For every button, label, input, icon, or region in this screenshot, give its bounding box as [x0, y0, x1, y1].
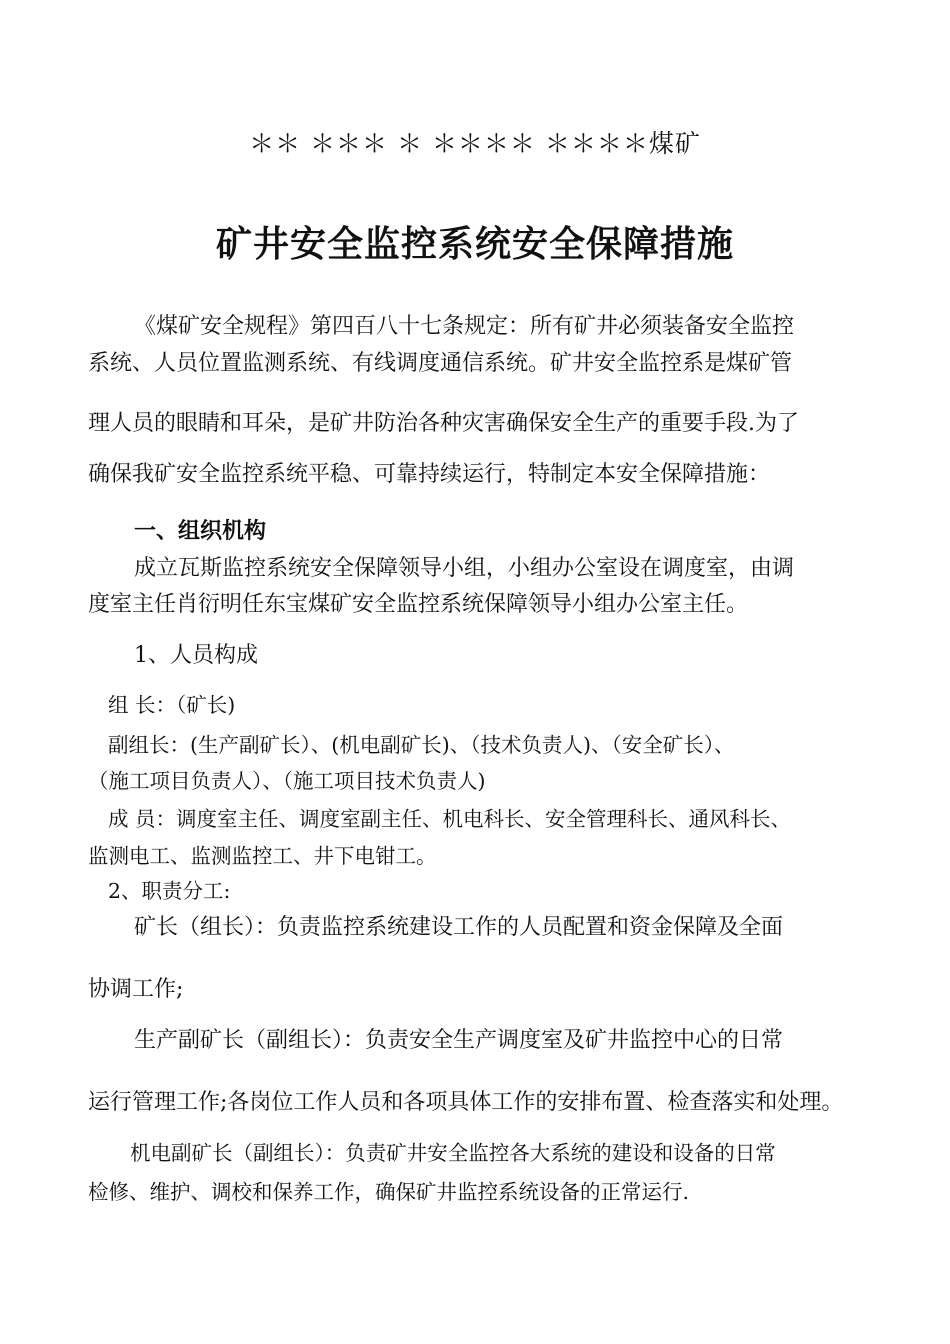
organization-line: ＊＊ ＊＊＊ ＊ ＊＊＊＊ ＊＊＊＊煤矿: [249, 129, 701, 158]
document-title: 矿井安全监控系统安全保障措施: [215, 223, 734, 265]
members-line-1: 成 员：调度室主任、调度室副主任、机电科长、安全管理科长、通风科长、: [108, 807, 792, 831]
intro-line-3: 理人员的眼睛和耳朵，是矿井防治各种灾害确保安全生产的重要手段.为了: [88, 411, 799, 436]
personnel-heading: 1、人员构成: [134, 643, 258, 668]
mine-head-duty-line-1: 矿长（组长）：负责监控系统建设工作的人员配置和资金保障及全面: [134, 915, 784, 940]
intro-line-2: 系统、人员位置监测系统、有线调度通信系统。矿井安全监控系是煤矿管: [88, 351, 793, 376]
section-heading-organization: 一、组织机构: [134, 518, 267, 544]
intro-line-1: 《煤矿安全规程》第四百八十七条规定：所有矿井必须装备安全监控: [134, 314, 795, 339]
leader-line: 组 长：（矿长): [108, 693, 236, 717]
production-duty-line-2: 运行管理工作;各岗位工作人员和各项具体工作的安排布置、检查落实和处理。: [88, 1090, 844, 1115]
deputy-line-1: 副组长：(生产副矿长）、(机电副矿长)、（技术负责人)、（安全矿长）、: [108, 733, 735, 757]
duties-heading: 2、职责分工:: [108, 879, 231, 903]
electromech-duty-line-2: 检修、维护、调校和保养工作，确保矿井监控系统设备的正常运行.: [88, 1180, 690, 1204]
organization-line-2: 度室主任肖衍明任东宝煤矿安全监控系统保障领导小组办公室主任。: [88, 592, 749, 617]
deputy-line-2: （施工项目负责人）、（施工项目技术负责人): [88, 769, 486, 793]
mine-head-duty-line-2: 协调工作;: [88, 977, 184, 1002]
electromech-duty-line-1: 机电副矿长（副组长）：负责矿井安全监控各大系统的建设和设备的日常: [130, 1141, 776, 1165]
intro-line-4: 确保我矿安全监控系统平稳、可靠持续运行，特制定本安全保障措施：: [88, 462, 771, 487]
production-duty-line-1: 生产副矿长（副组长）：负责安全生产调度室及矿井监控中心的日常: [134, 1028, 784, 1053]
members-line-2: 监测电工、监测监控工、井下电钳工。: [88, 844, 437, 868]
organization-line-1: 成立瓦斯监控系统安全保障领导小组，小组办公室设在调度室，由调: [134, 556, 795, 581]
